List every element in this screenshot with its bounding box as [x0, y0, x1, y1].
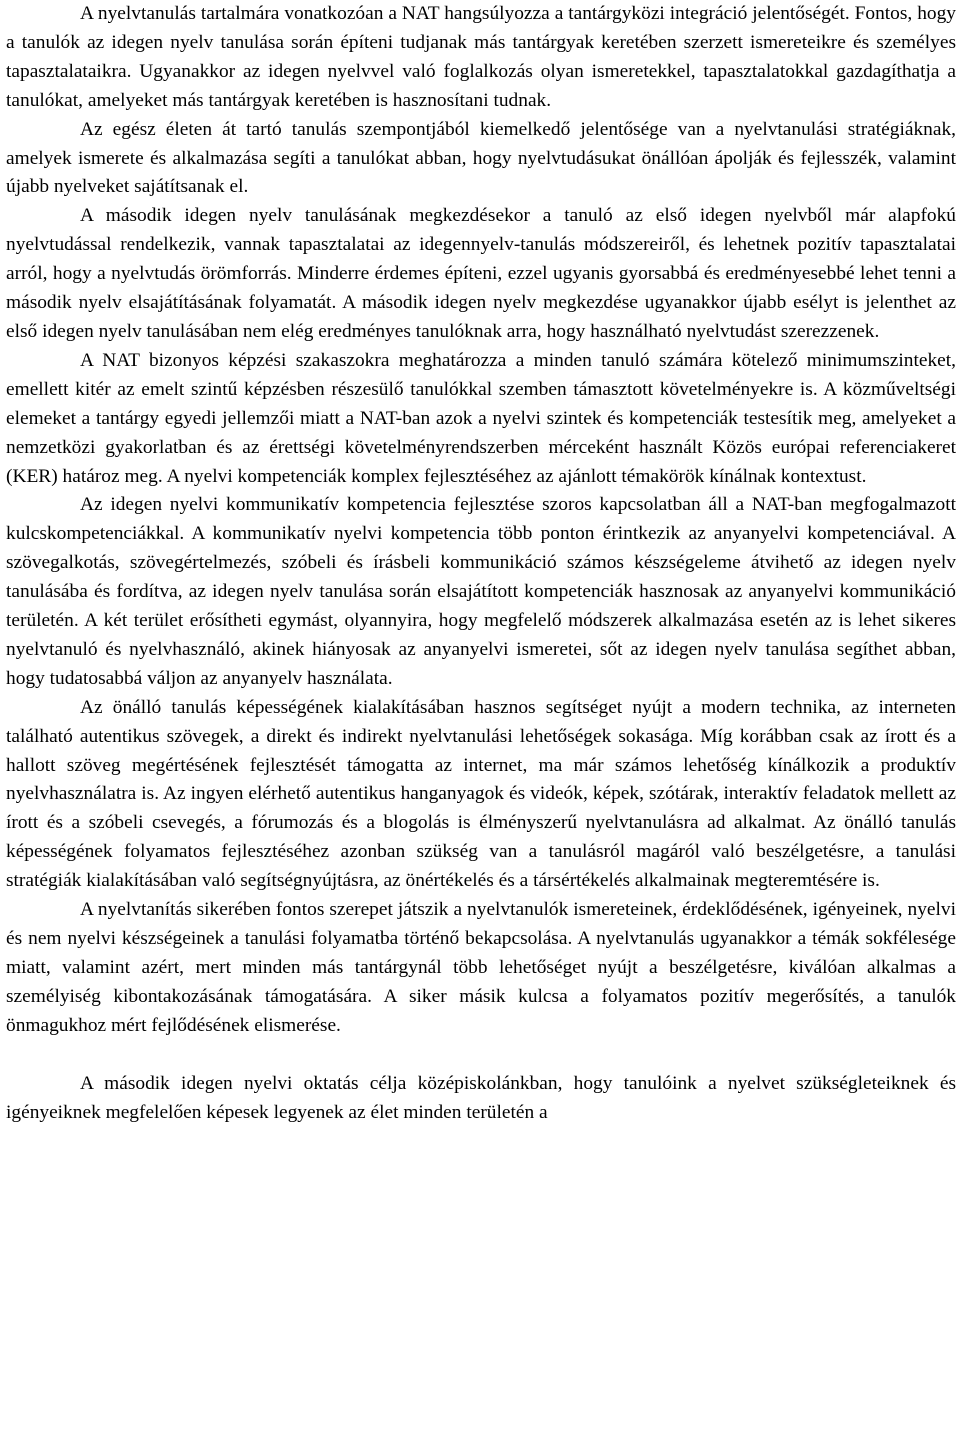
paragraph-learning-strategies: Az egész életen át tartó tanulás szempontjából kiemelkedő jelentősége van a nyelvtanulási stratégiáknak, amelyek ismerete és alkalmazása segíti a tanulókat abban, hogy nyelvtudásukat önállóan ápolják és fejlesszék, valamint újabb nyelveket sajátítsanak el. [6, 118, 956, 198]
paragraph-communicative-competence: Az idegen nyelvi kommunikatív kompetencia fejlesztése szoros kapcsolatban áll a NAT-ban megfogalmazott kulcskompetenciákkal. A kommunikatív nyelvi kompetencia több ponton érintkezik az anyanyelvi kompetenciával. A szövegalkotás, szövegértelmezés, szóbeli és írásbeli kommunikáció számos készségeleme átvihető az idegen nyelv tanulásába és fordítva, az idegen nyelv tanulása során elsajátított kompetenciák hasznosak az anyanyelvi kommunikáció területén. A két terület erősítheti egymást, olyannyira, hogy megfelelő módszerek alkalmazása esetén az is lehet sikeres nyelvtanuló és nyelvhasználó, akinek hiányosak az anyanyelvi ismeretei, sőt az idegen nyelv tanulása segíthet abban, hogy tudatosabbá váljon az anyanyelv használata. [6, 494, 956, 689]
paragraph-nat-levels: A NAT bizonyos képzési szakaszokra meghatározza a minden tanuló számára kötelező minimumszinteket, emellett kitér az emelt szintű képzésben részesülő tanulókkal szemben támasztott követelményekre is. A közműveltségi elemeket a tantárgy egyedi jellemzői miatt a NAT-ban azok a nyelvi szintek és kompetenciák testesítik meg, amelyeket a nemzetközi gyakorlatban és az érettségi követelményrendszerben mérceként használt Közös európai referenciakeret (KER) határoz meg. A nyelvi kompetenciák komplex fejlesztéséhez az ajánlott témakörök kínálnak kontextust. [6, 349, 956, 487]
paragraph-second-language: A második idegen nyelv tanulásának megkezdésekor a tanuló az első idegen nyelvből már alapfokú nyelvtudással rendelkezik, vannak tapasztalatai az idegennyelv-tanulás módszereiről, és lehetnek pozitív tapasztalatai arról, hogy a nyelvtudás örömforrás. Minderre érdemes építeni, ezzel ugyanis gyorsabbá és eredményesebbé lehet tenni a második nyelv elsajátításának folyamatát. A második idegen nyelv megkezdése ugyanakkor újabb esélyt is jelenthet az első idegen nyelv tanulásában nem elég eredményes tanulóknak arra, hogy használható nyelvtudást szerezzenek. [6, 205, 956, 342]
paragraph-second-language-goal: A második idegen nyelvi oktatás célja középiskolánkban, hogy tanulóink a nyelvet szükségleteiknek és igényeiknek megfelelően képesek legyenek az élet minden területén a [6, 1072, 956, 1123]
paragraph-independent-learning: Az önálló tanulás képességének kialakításában hasznos segítséget nyújt a modern technika, az interneten található autentikus szövegek, a direkt és indirekt nyelvtanulási lehetőségek sokasága. Míg korábban csak az írott és a hallott szöveg megértésének fejlesztését támogatta az internet, ma már számos lehetőség kínálkozik a produktív nyelvhasználatra is. Az ingyen elérhető autentikus hanganyagok és videók, képek, szótárak, interaktív feladatok mellett az írott és a szóbeli csevegés, a fórumozás és a blogolás is élményszerű nyelvtanulásra ad alkalmat. Az önálló tanulás képességének folyamatos fejlesztéséhez azonban szükség van a tanulásról magáról való beszélgetésre, a tanulási stratégiák kialakításában való segítségnyújtásra, az önértékelés és a társértékelés alkalmainak megteremtésére is. [6, 696, 956, 892]
paragraph-teaching-success: A nyelvtanítás sikerében fontos szerepet játszik a nyelvtanulók ismereteinek, érdeklődésének, igényeinek, nyelvi és nem nyelvi készségeinek a tanulási folyamatba történő bekapcsolása. A nyelvtanulás ugyanakkor a témák sokfélesége miatt, valamint azért, mert minden más tantárgynál több lehetőséget nyújt a beszélgetésre, kiválóan alkalmas a személyiség kibontakozásának támogatására. A siker másik kulcsa a folyamatos pozitív megerősítés, a tanulók önmagukhoz mért fejlődésének elismerése. [6, 899, 956, 1036]
document-page [6, 0, 956, 1127]
paragraph-nat-integration: A nyelvtanulás tartalmára vonatkozóan a NAT hangsúlyozza a tantárgyközi integráció jelentőségét. Fontos, hogy a tanulók az idegen nyelv tanulása során építeni tudjanak más tantárgyak keretében szerzett ismereteikre és személyes tapasztalataikra. Ugyanakkor az idegen nyelvvel való foglalkozás olyan ismeretekkel, tapasztalatokkal gazdagíthatja a tanulókat, amelyeket más tantárgyak keretében is hasznosítani tudnak. [6, 3, 956, 111]
